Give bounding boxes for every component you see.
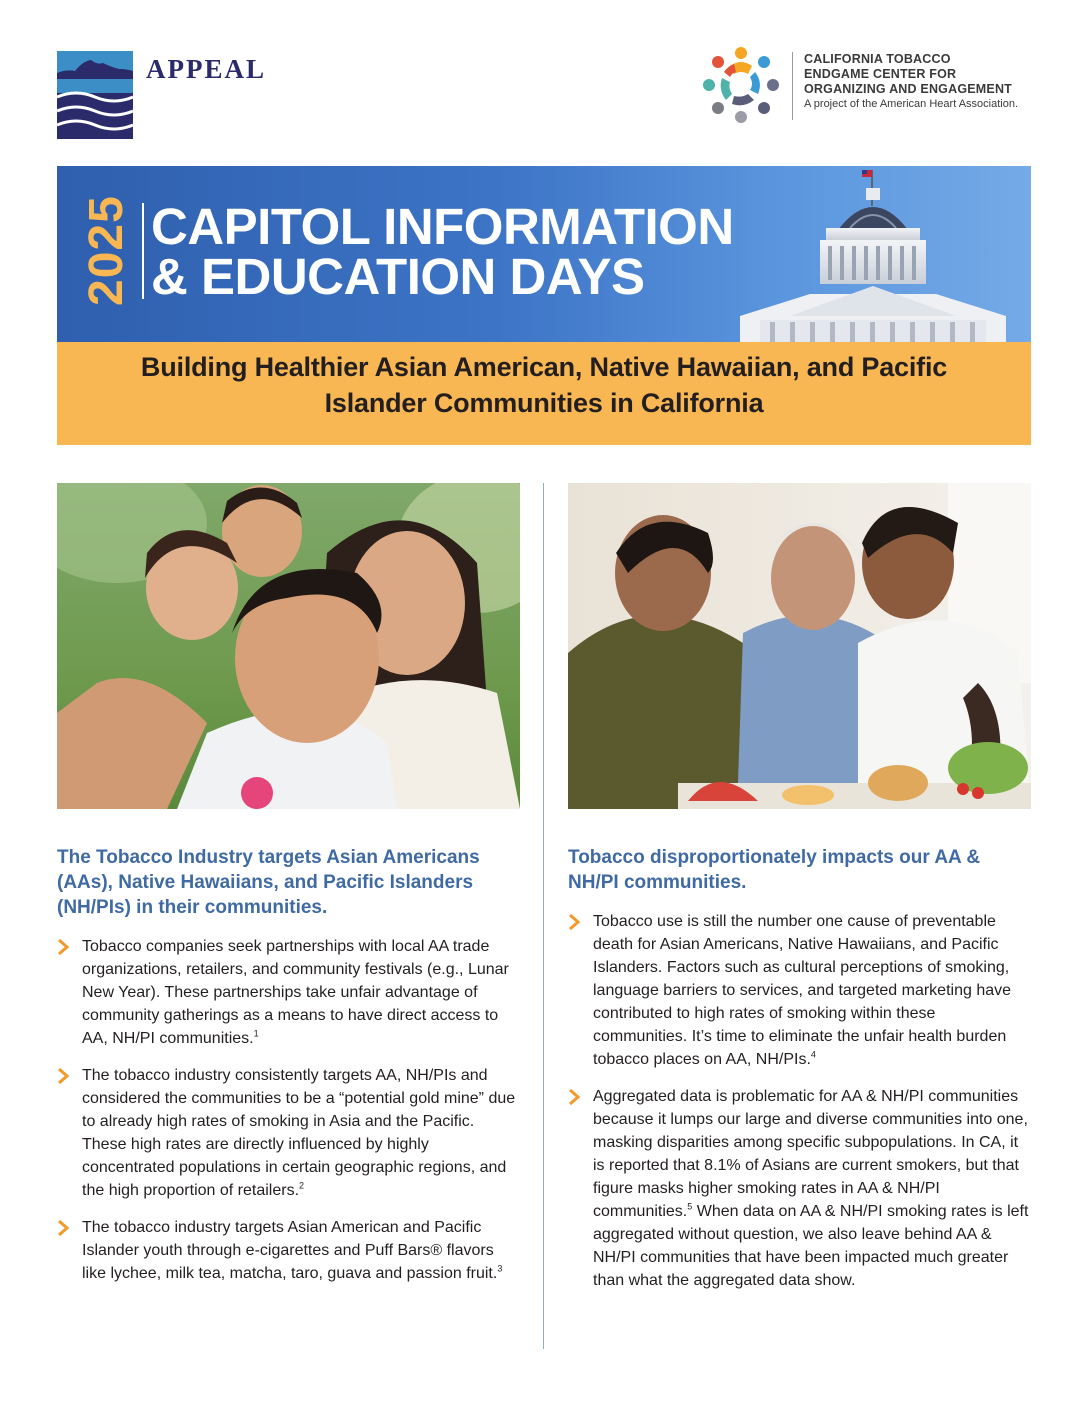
bullet-text: The tobacco industry targets Asian American and Pacific Islander youth through e-cigarettes and Puff Bars® flavors like lychee, milk tea, matcha, taro, guava and passion fruit. xyxy=(82,1219,498,1282)
subtitle-line2: Islander Communities in California xyxy=(324,388,764,418)
endgame-title-line: ENDGAME CENTER FOR xyxy=(804,67,957,81)
chevron-right-icon xyxy=(568,914,580,930)
list-item xyxy=(568,910,1031,1071)
left-column xyxy=(57,845,521,1299)
bullet-text: The tobacco industry consistently targets AA, NH/PIs and considered the communities to be a “potential gold mine” due to already high rates of smoking in Asia and the Pacific. These high rates are directly influenced by highly concentrated populations in certain geographic regions, and the high proportion of retailers. xyxy=(82,1067,516,1199)
bullet-text: Tobacco use is still the number one cause of preventable death for Asian Americans, Native Hawaiians, and Pacific Islanders. Factors such as cultural perceptions of smoking, language barriers to services, and targeted marketing have contributed to high rates of smoking within these communities. It’s time to eliminate the unfair health burden tobacco places on AA, NH/PIs. xyxy=(593,913,1012,1068)
column-divider xyxy=(543,483,544,1349)
banner-title-line2: & EDUCATION DAYS xyxy=(151,248,645,305)
footnote-ref: 1 xyxy=(253,1028,259,1039)
footnote-ref: 3 xyxy=(497,1263,503,1274)
list-item xyxy=(57,1216,521,1285)
bullet-text: Aggregated data is problematic for AA & NH/PI communities because it lumps our large and diverse communities into one, masking disparities among specific subpopulations. In CA, it is reported that 8.1% of Asians are current smokers, but that figure masks higher smoking rates in AA & NH/PI communities. xyxy=(593,1088,1028,1220)
footnote-ref: 5 xyxy=(687,1201,693,1212)
left-bullet-list xyxy=(57,935,521,1285)
right-bullet-list xyxy=(568,910,1031,1292)
banner-separator xyxy=(142,203,144,299)
chevron-right-icon xyxy=(57,1220,69,1236)
endgame-subtitle: A project of the American Heart Association. xyxy=(804,98,1019,110)
banner-title-line1: CAPITOL INFORMATION xyxy=(151,198,734,255)
pacific-islander-family-photo xyxy=(568,483,1031,809)
endgame-title-line: ORGANIZING AND ENGAGEMENT xyxy=(804,82,1013,96)
chevron-right-icon xyxy=(57,1068,69,1084)
logo-divider xyxy=(792,52,793,120)
bullet-text: Tobacco companies seek partnerships with local AA trade organizations, retailers, and community festivals (e.g., Lunar New Year). These partnerships take unfair advantage of community gatherings as a means to have direct access to AA, NH/PI communities. xyxy=(82,938,509,1047)
bullet-text-continued: When data on AA & NH/PI smoking rates is left aggregated without question, we also leave behind AA & NH/PI communities that have been impacted much greater than what the aggregated data show. xyxy=(593,1203,1029,1289)
chevron-right-icon xyxy=(568,1089,580,1105)
banner-year-text: 2025 xyxy=(80,195,133,306)
footnote-ref: 2 xyxy=(299,1180,305,1191)
family-selfie-photo xyxy=(57,483,520,809)
chevron-right-icon xyxy=(57,939,69,955)
left-column-heading: The Tobacco Industry targets Asian Americans (AAs), Native Hawaiians, and Pacific Islanders (NH/PIs) in their communities. xyxy=(57,847,480,918)
page-subtitle xyxy=(57,349,1031,421)
list-item xyxy=(568,1085,1031,1292)
subtitle-line1: Building Healthier Asian American, Native Hawaiian, and Pacific xyxy=(140,352,948,382)
banner-title xyxy=(151,198,734,305)
appeal-wordmark: APPEAL xyxy=(146,54,266,84)
endgame-center-logo xyxy=(700,44,782,126)
list-item xyxy=(57,935,521,1050)
right-column-heading: Tobacco disproportionately impacts our AA & NH/PI communities. xyxy=(568,847,981,893)
list-item xyxy=(57,1064,521,1202)
footnote-ref: 4 xyxy=(810,1049,816,1060)
right-column xyxy=(568,845,1031,1306)
endgame-center-name xyxy=(804,52,1044,112)
banner-year xyxy=(70,176,140,326)
endgame-title-line: CALIFORNIA TOBACCO xyxy=(804,52,951,66)
capitol-building-image xyxy=(700,166,1031,342)
appeal-logo xyxy=(57,51,133,139)
